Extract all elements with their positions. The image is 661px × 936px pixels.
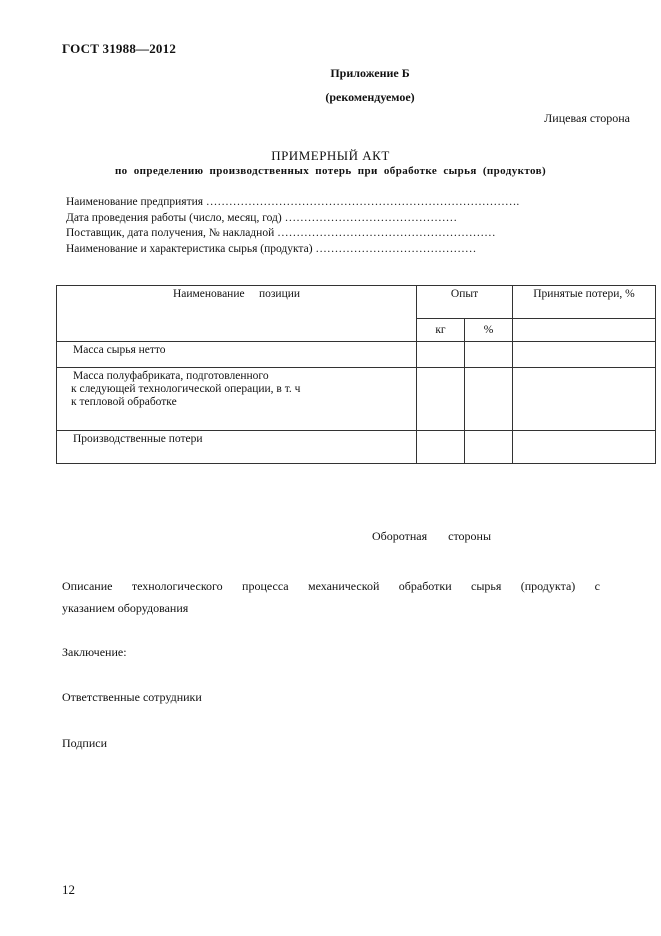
header-accepted-empty bbox=[513, 319, 656, 342]
act-title: ПРИМЕРНЫЙ АКТ bbox=[271, 148, 390, 163]
field-enterprise-name: Наименование предприятия ………………………………………………………………………. bbox=[66, 196, 520, 208]
cell-pct bbox=[465, 431, 513, 464]
unit-pct-label: % bbox=[483, 324, 494, 336]
field-raw-material: Наименование и характеристика сырья (продукта) …………………………………… bbox=[66, 242, 477, 255]
conclusion-label: Заключение: bbox=[62, 645, 127, 659]
cell-kg bbox=[417, 342, 465, 368]
cell-pct bbox=[465, 368, 513, 431]
field-supplier: Поставщик, дата получения, № накладной ………………………………………………… bbox=[66, 227, 496, 239]
responsible-staff-label: Ответственные сотрудники bbox=[62, 690, 202, 704]
page-number: 12 bbox=[62, 882, 75, 897]
production-losses-label: Производственные потери bbox=[73, 433, 203, 445]
cell-pct bbox=[465, 342, 513, 368]
cell-accepted bbox=[513, 342, 656, 368]
back-side-label: Оборотная стороны bbox=[372, 529, 492, 543]
net-mass-label: Масса сырья нетто bbox=[73, 344, 166, 356]
row-label-net-mass bbox=[57, 342, 417, 368]
cell-kg bbox=[417, 431, 465, 464]
table-row bbox=[57, 431, 656, 464]
cell-accepted bbox=[513, 431, 656, 464]
semi-finished-line-2: к следующей технологической операции, в т. ч bbox=[71, 383, 301, 395]
row-label-semi-finished bbox=[57, 368, 417, 431]
act-subtitle: по определению производственных потерь при обработке сырья (продуктов) bbox=[114, 165, 547, 177]
table-row bbox=[57, 368, 656, 431]
cell-kg bbox=[417, 368, 465, 431]
row-label-production-losses bbox=[57, 431, 417, 464]
table-row bbox=[57, 342, 656, 368]
header-unit-kg bbox=[417, 319, 465, 342]
table-header-row bbox=[57, 286, 656, 319]
appendix-title: Приложение Б bbox=[330, 66, 410, 80]
appendix-status: (рекомендуемое) bbox=[325, 90, 415, 104]
header-unit-pct bbox=[465, 319, 513, 342]
process-description-line-1: Описание технологического процесса механической обработки сырья (продукта) с bbox=[62, 579, 600, 593]
unit-kg-label: кг bbox=[435, 324, 446, 336]
signatures-label: Подписи bbox=[62, 736, 108, 750]
header-name-label: Наименование позиции bbox=[172, 288, 301, 300]
header-accepted-label: Принятые потери, % bbox=[533, 288, 635, 300]
face-side-label: Лицевая сторона bbox=[544, 111, 630, 125]
document-code: ГОСТ 31988—2012 bbox=[62, 41, 177, 56]
header-name bbox=[57, 286, 417, 342]
header-accepted-losses bbox=[513, 286, 656, 319]
cell-accepted bbox=[513, 368, 656, 431]
header-experiment bbox=[417, 286, 513, 319]
semi-finished-line-3: к тепловой обработке bbox=[71, 396, 177, 408]
process-description bbox=[62, 575, 600, 619]
losses-table bbox=[56, 285, 656, 464]
header-experiment-label: Опыт bbox=[450, 288, 479, 300]
act-fields bbox=[66, 195, 519, 257]
field-work-date: Дата проведения работы (число, месяц, год) ……………………………………… bbox=[66, 211, 458, 224]
process-description-line-2: указанием оборудования bbox=[62, 601, 189, 615]
semi-finished-line-1: Масса полуфабриката, подготовленного bbox=[73, 370, 269, 382]
